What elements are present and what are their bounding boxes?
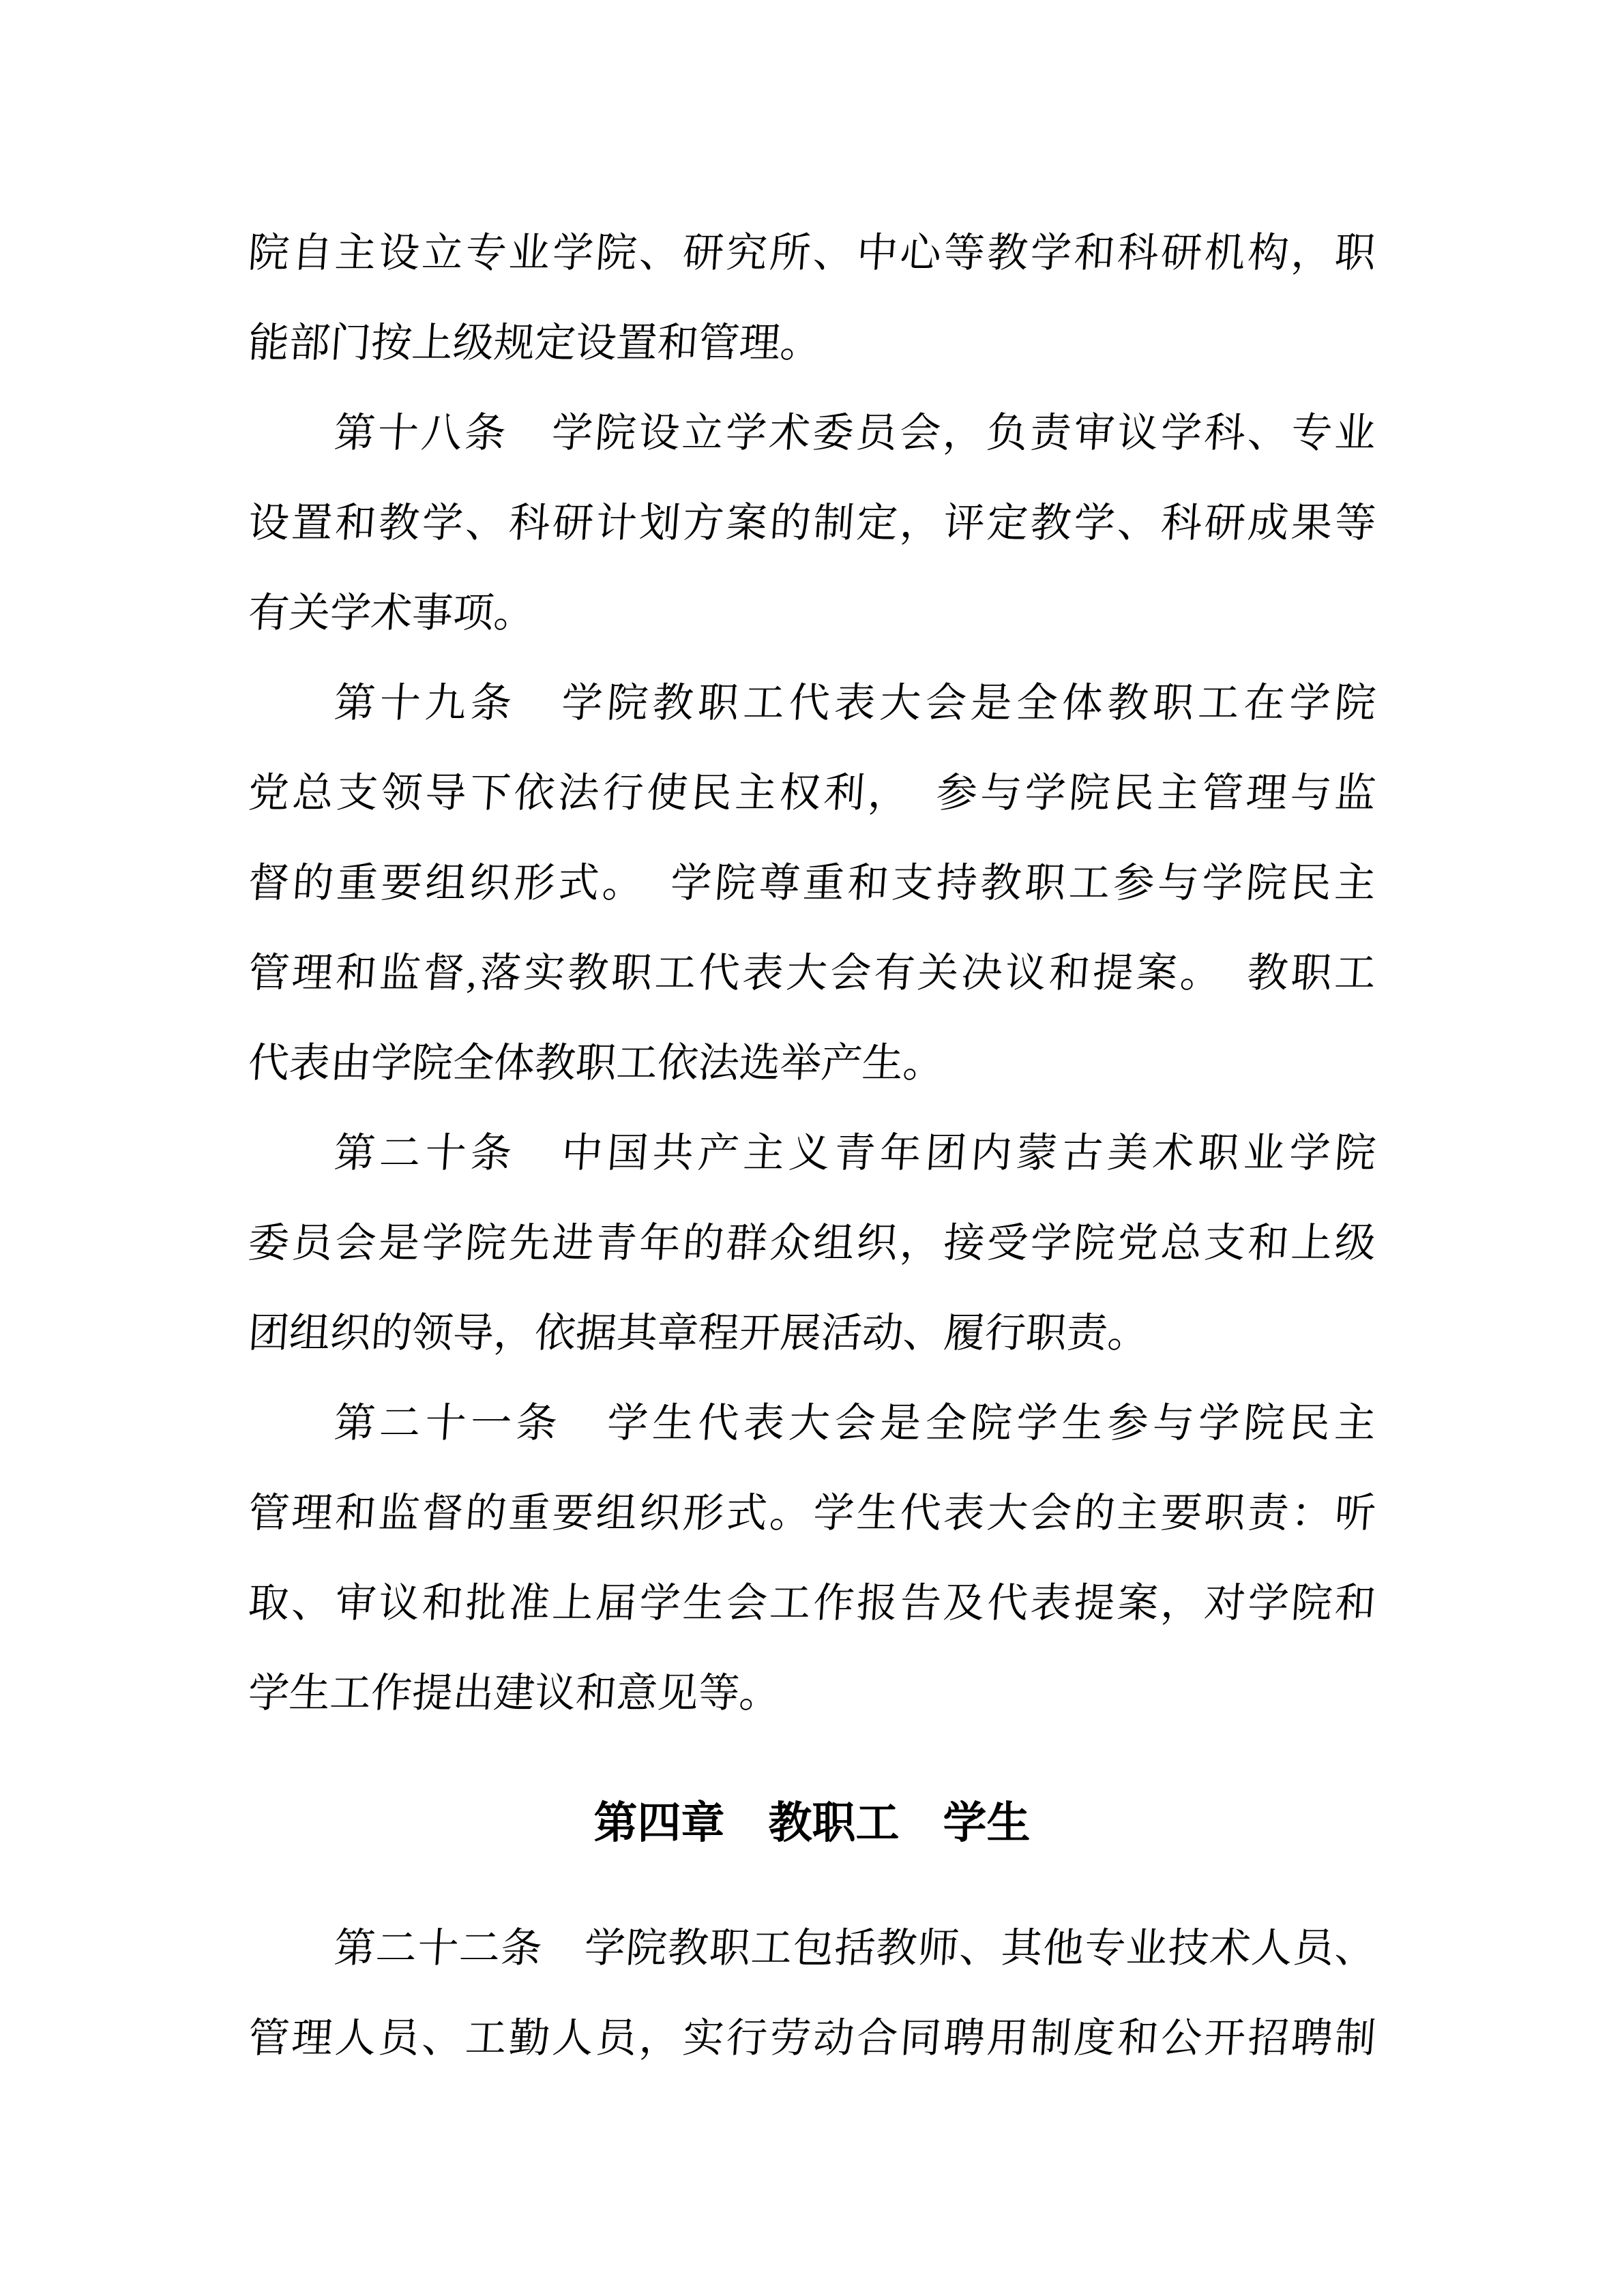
- body-line: 管理人员、工勤人员，实行劳动合同聘用制度和公开招聘制: [246, 2016, 1378, 2061]
- body-line: 管理和监督,落实教职工代表大会有关决议和提案。 教职工: [246, 951, 1378, 996]
- article-line: 第二十条 中国共产主义青年团内蒙古美术职业学院: [332, 1131, 1378, 1176]
- body-line: 取、审议和批准上届学生会工作报告及代表提案，对学院和: [246, 1581, 1378, 1626]
- article-line: 第二十二条 学院教职工包括教师、其他专业技术人员、: [332, 1926, 1378, 1971]
- body-line: 委员会是学院先进青年的群众组织，接受学院党总支和上级: [246, 1221, 1378, 1266]
- chapter-heading: 第四章 教职工 学生: [593, 1798, 1031, 1847]
- article-line: 第二十一条 学生代表大会是全院学生参与学院民主: [332, 1401, 1378, 1446]
- article-line: 第十八条 学院设立学术委员会，负责审议学科、专业: [332, 411, 1378, 456]
- body-line: 有关学术事项。: [246, 591, 537, 636]
- body-line: 学生工作提出建议和意见等。: [246, 1671, 782, 1716]
- body-line: 党总支领导下依法行使民主权利， 参与学院民主管理与监: [246, 771, 1378, 816]
- body-line: 团组织的领导，依据其章程开展活动、履行职责。: [246, 1311, 1151, 1356]
- body-line: 能部门按上级规定设置和管理。: [246, 320, 823, 366]
- article-line: 第十九条 学院教职工代表大会是全体教职工在学院: [332, 681, 1378, 726]
- body-line: 督的重要组织形式。 学院尊重和支持教职工参与学院民主: [246, 861, 1378, 906]
- body-line: 设置和教学、科研计划方案的制定，评定教学、科研成果等: [246, 501, 1378, 546]
- body-line: 代表由学院全体教职工依法选举产生。: [246, 1041, 946, 1086]
- body-line: 院自主设立专业学院、研究所、中心等教学和科研机构，职: [246, 230, 1378, 275]
- body-line: 管理和监督的重要组织形式。学生代表大会的主要职责：听: [246, 1491, 1378, 1536]
